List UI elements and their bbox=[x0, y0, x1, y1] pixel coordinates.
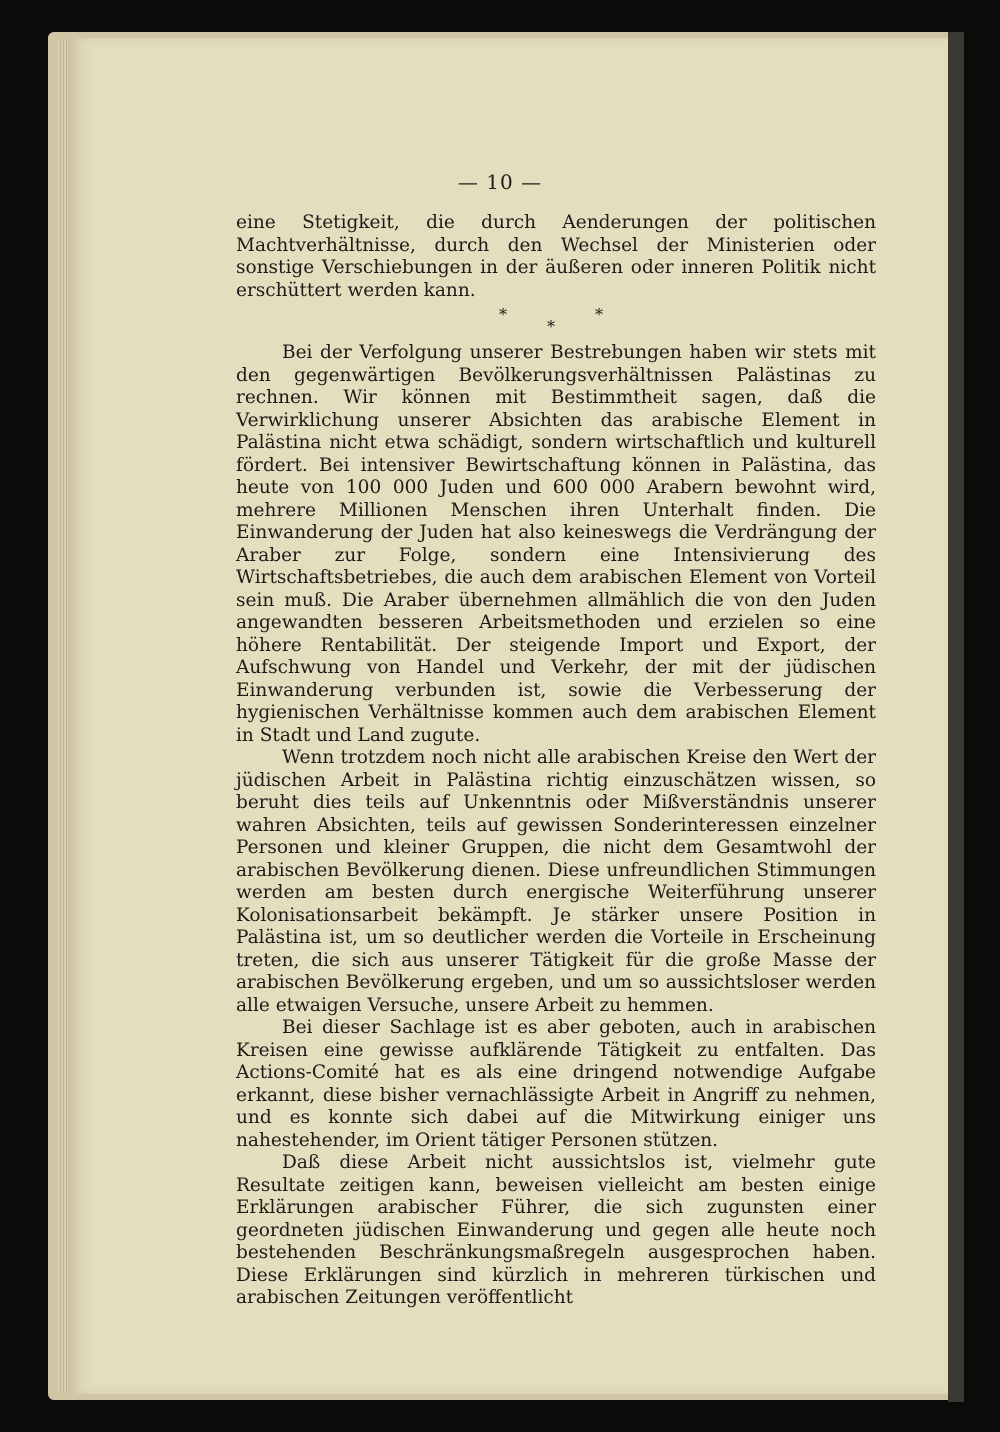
page-number: — 10 — bbox=[457, 170, 543, 194]
body-text bbox=[236, 212, 876, 1310]
paragraph: Bei der Verfolgung unserer Bestrebungen haben wir stets mit den gegenwärtigen Bevölkerungsverhältnissen Palästinas zu rechnen. Wir können mit Bestimmtheit sagen, daß die Verwirklichung unserer Absichten das arabische Element in Palästina nicht etwa schädigt, sondern wirtschaftlich und kulturell fördert. Bei intensiver Bewirtschaftung können in Palästina, das heute von 100 000 Juden und 600 000 Arabern bewohnt wird, mehrere Millionen Menschen ihren Unterhalt finden. Die Einwanderung der Juden hat also keineswegs die Verdrängung der Araber zur Folge, sondern eine Intensivierung des Wirtschaftsbetriebes, die auch dem arabischen Element von Vorteil sein muß. Die Araber übernehmen allmählich die von den Juden angewandten besseren Arbeitsmethoden und erzielen so eine höhere Rentabilität. Der steigende Import und Export, der Aufschwung von Handel und Verkehr, der mit der jüdischen Einwanderung verbunden ist, sowie die Verbesserung der hygienischen Verhältnisse kommen auch dem arabischen Element in Stadt und Land zugute. bbox=[236, 342, 876, 746]
binding-strip bbox=[948, 32, 964, 1402]
paragraph: Wenn trotzdem noch nicht alle arabischen Kreise den Wert der jüdischen Arbeit in Palästina richtig einzuschätzen wissen, so beruht dies teils auf Unkenntnis oder Mißverständnis unserer wahren Absichten, teils auf gewissen Sonderinteressen einzelner Personen und kleiner Gruppen, die nicht dem Gesamtwohl der arabischen Bevölkerung dienen. Diese unfreundlichen Stimmungen werden am besten durch energische Weiterführung unserer Kolonisationsarbeit bekämpft. Je stärker unsere Position in Palästina ist, um so deutlicher werden die Vorteile in Erscheinung treten, die sich aus unserer Tätigkeit für die große Masse der arabischen Bevölkerung ergeben, und um so aussichtsloser werden alle etwaigen Versuche, unsere Arbeit zu hemmen. bbox=[236, 747, 876, 1016]
paragraph-continued: eine Stetigkeit, die durch Aenderungen der politischen Machtverhältnisse, durch den Wechsel der Ministerien oder sonstige Verschiebungen in der äußeren oder inneren Politik nicht erschüttert werden kann. bbox=[236, 212, 876, 301]
section-separator bbox=[236, 302, 876, 342]
separator-star: * bbox=[499, 305, 547, 324]
separator-star: * bbox=[595, 305, 643, 324]
paragraph: Bei dieser Sachlage ist es aber geboten, auch in arabischen Kreisen eine gewisse aufklärende Tätigkeit zu entfalten. Das Actions-Comité hat es als eine dringend notwendige Aufgabe erkannt, diese bisher vernachlässigte Arbeit in Angriff zu nehmen, und es konnte sich dabei auf die Mitwirkung einiger uns nahestehender, im Orient tätiger Personen stützen. bbox=[236, 1017, 876, 1151]
separator-star: * bbox=[547, 317, 595, 336]
paragraph: Daß diese Arbeit nicht aussichtslos ist, vielmehr gute Resultate zeitigen kann, beweisen vielleicht am besten einige Erklärungen arabischer Führer, die sich zugunsten einer geordneten jüdischen Einwanderung und gegen alle heute noch bestehenden Beschränkungsmaßregeln ausgesprochen haben. Diese Erklärungen sind kürzlich in mehreren türkischen und arabischen Zeitungen veröffentlicht bbox=[236, 1152, 876, 1308]
